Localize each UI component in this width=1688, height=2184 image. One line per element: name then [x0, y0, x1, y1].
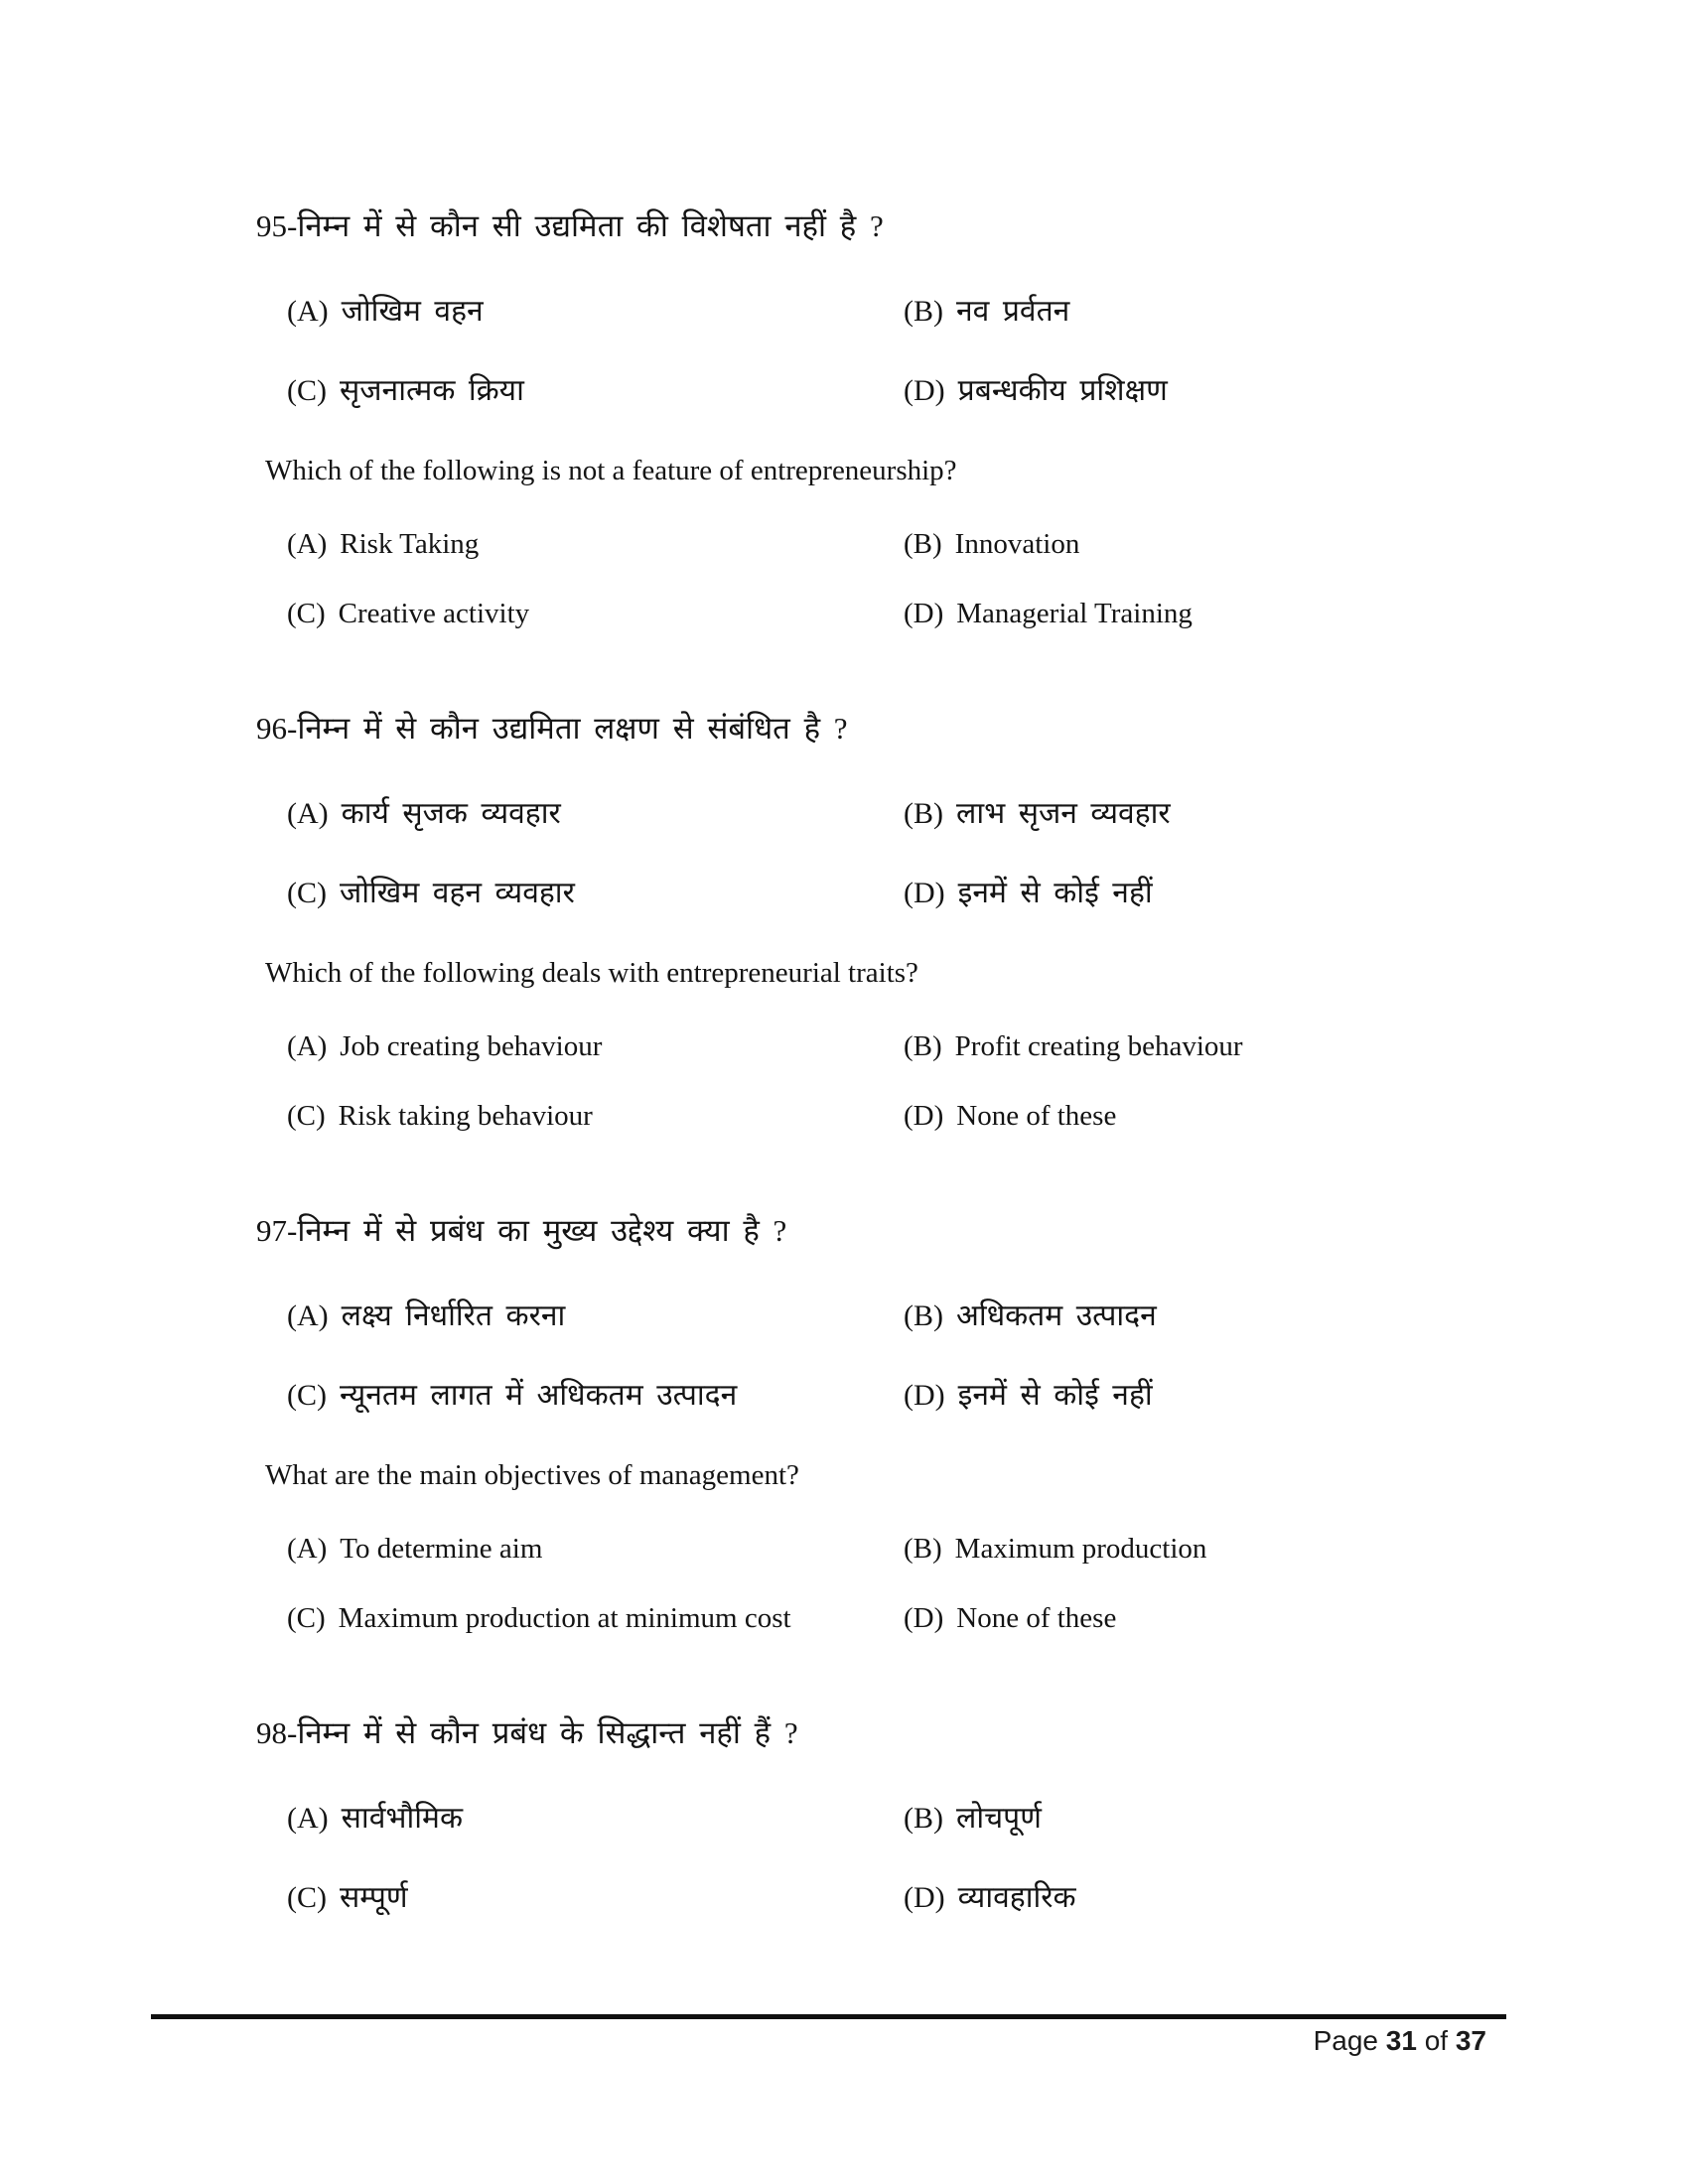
question-97-hindi-text [256, 1209, 1507, 1253]
option-label: (D) [904, 1881, 945, 1914]
question-number: 97- [256, 1213, 298, 1248]
option-label: (B) [904, 528, 942, 560]
option-label: (A) [287, 1030, 328, 1062]
option-text: Managerial Training [956, 598, 1193, 629]
page-footer [151, 2025, 1486, 2057]
option-label: (C) [287, 374, 327, 407]
option-text: अधिकतम उत्पादन [956, 1299, 1157, 1332]
page-content [256, 205, 1507, 1920]
option-text: सृजनात्मक क्रिया [340, 374, 524, 407]
option-text: लाभ सृजन व्यवहार [956, 797, 1171, 830]
option-label: (C) [287, 1881, 327, 1914]
question-text-hindi: निम्न में से कौन सी उद्यमिता की विशेषता नहीं है ? [297, 208, 884, 243]
footer-divider [151, 2014, 1506, 2019]
option-label: (D) [904, 1100, 944, 1132]
question-95-hindi-options [287, 290, 1507, 413]
question-97-hindi-options [287, 1295, 1507, 1418]
option-label: (D) [904, 1602, 944, 1634]
option-label: (C) [287, 1602, 326, 1634]
option-b-english [904, 1527, 1507, 1570]
option-text: नव प्रर्वतन [956, 295, 1070, 328]
question-number: 98- [256, 1715, 298, 1750]
option-label: (B) [904, 797, 943, 830]
question-97 [256, 1209, 1507, 1640]
option-c-english [287, 592, 904, 635]
option-label: (A) [287, 1802, 329, 1835]
option-text: Creative activity [338, 598, 530, 629]
option-d-hindi [904, 872, 1507, 915]
question-number: 96- [256, 711, 298, 746]
option-text: इनमें से कोई नहीं [957, 1379, 1153, 1412]
option-label: (C) [287, 1379, 327, 1412]
option-b-english [904, 522, 1507, 566]
option-text: सम्पूर्ण [340, 1881, 408, 1914]
option-text: लक्ष्य निर्धारित करना [341, 1299, 566, 1332]
question-96-hindi-options [287, 792, 1507, 915]
option-text: Risk Taking [340, 528, 480, 560]
option-d-english [904, 592, 1507, 635]
option-c-hindi [287, 872, 904, 915]
option-text: Job creating behaviour [340, 1030, 603, 1062]
option-b-hindi [904, 792, 1507, 836]
option-d-hindi [904, 369, 1507, 413]
option-c-english [287, 1596, 904, 1640]
option-label: (A) [287, 1533, 328, 1565]
option-b-hindi [904, 1295, 1507, 1338]
question-98 [256, 1711, 1507, 1920]
option-text: None of these [956, 1602, 1117, 1634]
option-c-hindi [287, 1876, 904, 1920]
question-97-english-text: What are the main objectives of management? [265, 1459, 799, 1491]
option-text: Innovation [954, 528, 1080, 560]
question-96-english-options [287, 1024, 1507, 1138]
question-98-hindi-options [287, 1797, 1507, 1920]
question-98-hindi-text [256, 1711, 1507, 1755]
option-label: (A) [287, 295, 329, 328]
option-c-english [287, 1094, 904, 1138]
option-label: (A) [287, 528, 328, 560]
question-96-hindi-text [256, 707, 1507, 751]
option-text: कार्य सृजक व्यवहार [341, 797, 561, 830]
option-text: Profit creating behaviour [954, 1030, 1243, 1062]
option-text: Risk taking behaviour [338, 1100, 593, 1132]
question-96-english-text: Which of the following deals with entrepreneurial traits? [265, 957, 918, 989]
option-d-english [904, 1094, 1507, 1138]
option-a-english [287, 522, 904, 566]
option-text: व्यावहारिक [957, 1881, 1076, 1914]
footer-page-word: Page [1313, 2025, 1386, 2056]
option-label: (C) [287, 877, 327, 909]
option-label: (A) [287, 797, 329, 830]
total-pages: 37 [1455, 2025, 1486, 2056]
option-text: लोचपूर्ण [956, 1802, 1042, 1835]
option-label: (B) [904, 1030, 942, 1062]
option-d-english [904, 1596, 1507, 1640]
option-label: (C) [287, 598, 326, 629]
option-text: Maximum production [954, 1533, 1207, 1565]
footer-of-word: of [1416, 2025, 1456, 2056]
option-label: (D) [904, 598, 944, 629]
option-a-hindi [287, 1295, 904, 1338]
option-label: (D) [904, 374, 945, 407]
option-a-english [287, 1527, 904, 1570]
option-d-hindi [904, 1374, 1507, 1418]
option-label: (B) [904, 1802, 943, 1835]
option-text: Maximum production at minimum cost [338, 1602, 791, 1634]
option-a-english [287, 1024, 904, 1068]
question-text-hindi: निम्न में से प्रबंध का मुख्य उद्देश्य क्या है ? [297, 1213, 787, 1248]
option-label: (B) [904, 1533, 942, 1565]
question-text-hindi: निम्न में से कौन उद्यमिता लक्षण से संबंधित है ? [297, 711, 848, 746]
option-label: (A) [287, 1299, 329, 1332]
option-label: (D) [904, 877, 945, 909]
question-97-english-options [287, 1527, 1507, 1640]
option-label: (D) [904, 1379, 945, 1412]
question-95-hindi-text [256, 205, 1507, 248]
option-text: None of these [956, 1100, 1117, 1132]
option-a-hindi [287, 792, 904, 836]
question-96 [256, 707, 1507, 1138]
option-b-english [904, 1024, 1507, 1068]
option-d-hindi [904, 1876, 1507, 1920]
question-text-hindi: निम्न में से कौन प्रबंध के सिद्धान्त नहीं हैं ? [297, 1715, 798, 1750]
option-b-hindi [904, 290, 1507, 334]
option-a-hindi [287, 1797, 904, 1841]
option-text: जोखिम वहन [341, 295, 484, 328]
question-95-english-text: Which of the following is not a feature of entrepreneurship? [265, 455, 957, 486]
option-text: सार्वभौमिक [341, 1802, 463, 1835]
question-95-english-options [287, 522, 1507, 635]
option-a-hindi [287, 290, 904, 334]
option-text: To determine aim [340, 1533, 543, 1565]
option-label: (B) [904, 295, 943, 328]
option-text: प्रबन्धकीय प्रशिक्षण [957, 374, 1168, 407]
option-text: जोखिम वहन व्यवहार [340, 877, 575, 909]
option-label: (C) [287, 1100, 326, 1132]
option-c-hindi [287, 369, 904, 413]
option-b-hindi [904, 1797, 1507, 1841]
option-text: न्यूनतम लागत में अधिकतम उत्पादन [340, 1379, 738, 1412]
question-95 [256, 205, 1507, 635]
question-number: 95- [256, 208, 298, 243]
option-label: (B) [904, 1299, 943, 1332]
option-c-hindi [287, 1374, 904, 1418]
option-text: इनमें से कोई नहीं [957, 877, 1153, 909]
page-number: 31 [1385, 2025, 1417, 2056]
